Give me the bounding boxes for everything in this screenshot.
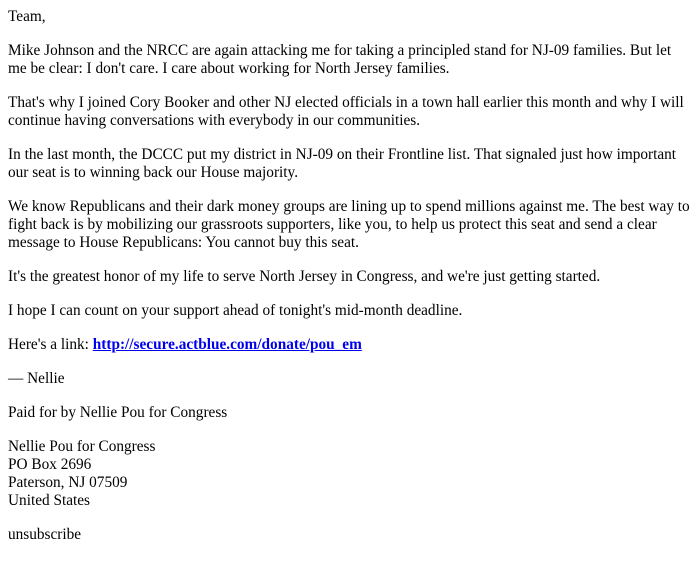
- paragraph-5: It's the greatest honor of my life to serve North Jersey in Congress, and we're just getting started.: [8, 268, 601, 285]
- paid-for-disclaimer: Paid for by Nellie Pou for Congress: [8, 404, 228, 421]
- link-prefix: Here's a link:: [8, 336, 89, 353]
- email-body: [8, 8, 692, 560]
- address-org: Nellie Pou for Congress: [8, 438, 156, 455]
- signoff: — Nellie: [8, 370, 65, 387]
- address-city: Paterson, NJ 07509: [8, 474, 128, 491]
- greeting: Team,: [8, 8, 46, 25]
- mailing-address: [8, 438, 692, 510]
- paragraph-1: Mike Johnson and the NRCC are again attacking me for taking a principled stand for NJ-09 families. But let me be clear: I don't care. I care about working for North Jersey families.: [8, 42, 672, 77]
- address-country: United States: [8, 492, 90, 509]
- address-po-box: PO Box 2696: [8, 456, 92, 473]
- paragraph-2: That's why I joined Cory Booker and other NJ elected officials in a town hall earlier this month and why I will continue having conversations with everybody in our communities.: [8, 94, 684, 129]
- donate-link[interactable]: http://secure.actblue.com/donate/pou_em: [92, 336, 362, 353]
- paragraph-3: In the last month, the DCCC put my district in NJ-09 on their Frontline list. That signaled just how important our seat is to winning back our House majority.: [8, 146, 677, 181]
- unsubscribe-link[interactable]: unsubscribe: [8, 526, 82, 543]
- paragraph-4: We know Republicans and their dark money groups are lining up to spend millions against me. The best way to fight back is by mobilizing our grassroots supporters, like you, to help us protect this seat and send a clear message to House Republicans: You cannot buy this seat.: [8, 198, 690, 251]
- paragraph-6: I hope I can count on your support ahead of tonight's mid-month deadline.: [8, 302, 463, 319]
- donate-link-line: [8, 336, 692, 354]
